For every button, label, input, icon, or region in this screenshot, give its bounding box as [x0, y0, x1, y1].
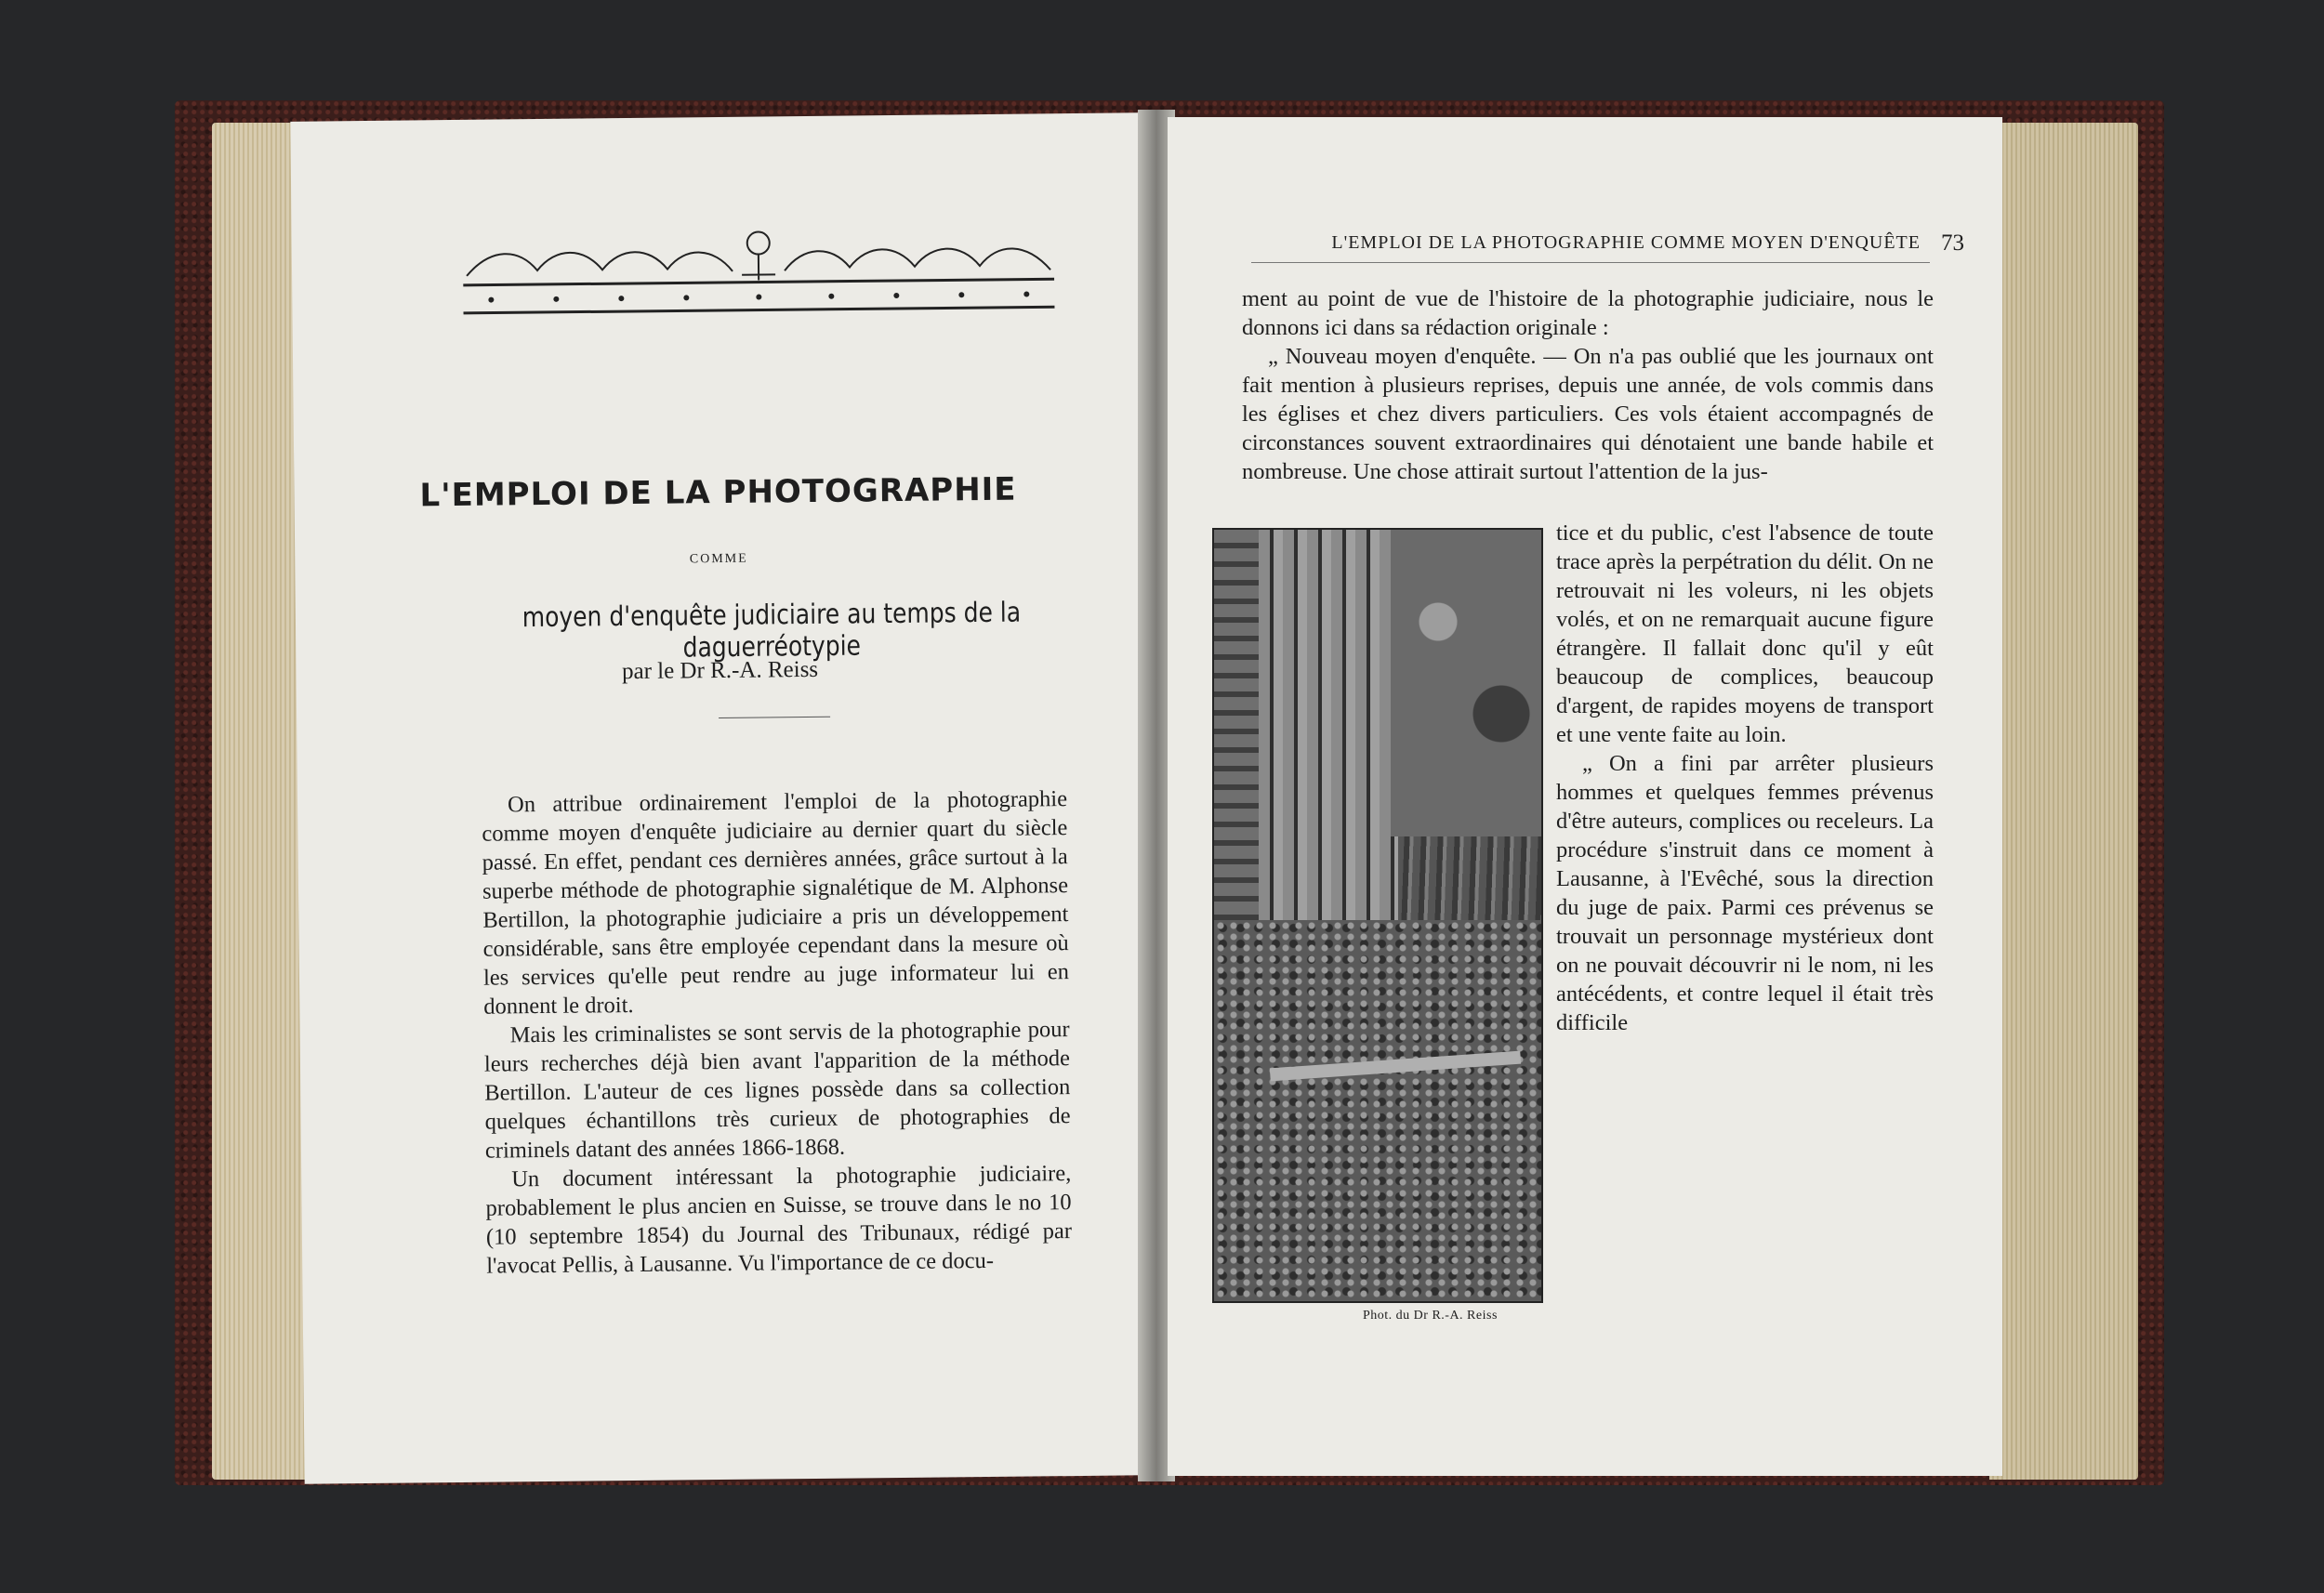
paragraph: Mais les criminalistes se sont servis de la photographie pour leurs recherches déjà bien avant l'apparition de la méthode Bertillon. L'auteur de ces lignes possède dans sa collection quelques échantillons très curieux de photographies de criminels datant des années 1866-1868.: [483, 1017, 1071, 1164]
title-rule: [719, 717, 830, 718]
page-edges-right: [1989, 123, 2138, 1480]
paragraph: tice et du public, c'est l'absence de toute trace après la perpétration du délit. On ne retrouvait ni les voleurs, ni les objets volés, et on ne remarquait aucune figure étrangère. Il fallait donc qu'il y eût beaucoup de complices, beaucoup d'argent, de rapides moyens de transport et une vente faite au loin.: [1556, 520, 1934, 747]
photo-undergrowth: [1214, 920, 1541, 1301]
photograph-mill: [1212, 528, 1543, 1303]
ornament-header: [463, 223, 1055, 315]
right-body-text-top: [1242, 284, 1934, 486]
running-head: L'EMPLOI DE LA PHOTOGRAPHIE COMME MOYEN D'ENQUÊTE: [1331, 232, 1921, 253]
right-page: [1168, 117, 2002, 1476]
photo-wooden-shed: [1259, 530, 1398, 929]
article-title: L'EMPLOI DE LA PHOTOGRAPHIE: [419, 470, 1017, 515]
author-byline: par le Dr R.-A. Reiss: [621, 656, 819, 685]
paragraph: Un document intéressant la photographie judiciaire, probablement le plus ancien en Suisse, se trouve dans le no 10 (10 septembre 1854) du Journal des Tribunaux, rédigé par l'avocat Pellis, à Lausanne. Vu l'importance de ce docu-: [485, 1161, 1073, 1279]
page-number: 73: [1941, 230, 1964, 256]
left-page: [290, 112, 1152, 1483]
header-rule: [1251, 262, 1930, 263]
article-subtitle: moyen d'enquête judiciaire au temps de la daguerréotypie: [522, 596, 1022, 664]
paragraph: On attribue ordinairement l'emploi de la photographie comme moyen d'enquête judiciaire au dernier quart du siècle passé. En effet, pendant ces dernières années, grâce surtout à la superbe méthode de photographie signalétique de M. Alphonse Bertillon, la photographie judiciaire a pris un développement considérable, sans être employée cependant dans la mesure où les services qu'elle peut rendre au juge informateur lui en donnent le droit.: [482, 786, 1070, 1020]
photo-trees: [1391, 530, 1543, 836]
title-connector: COMME: [689, 551, 748, 567]
right-body-text-column: [1556, 519, 1934, 1037]
paragraph: „ On a fini par arrêter plusieurs hommes et quelques femmes prévenus d'être auteurs, complices ou receleurs. La procédure s'instruit dans ce moment à Lausanne, à l'Evêché, sous la direction du juge de paix. Parmi ces prévenus se trouvait un personnage mystérieux dont on ne pouvait découvrir ni le nom, ni les antécédents, et contre lequel il était très difficile: [1556, 751, 1934, 1035]
paragraph: ment au point de vue de l'histoire de la photographie judiciaire, nous le donnons ici dans sa rédaction originale :: [1242, 286, 1934, 340]
photo-caption: Phot. du Dr R.-A. Reiss: [1363, 1309, 1498, 1323]
left-body-text: [482, 784, 1072, 1281]
paragraph: „ Nouveau moyen d'enquête. — On n'a pas oublié que les journaux ont fait mention à plusieurs reprises, depuis une année, de vols commis dans les églises et chez divers particuliers. Ces vols étaient accompagnés de circonstances souvent extraordinaires qui dénotaient une bande habile et nombreuse. Une chose attirait surtout l'attention de la jus-: [1242, 344, 1934, 484]
